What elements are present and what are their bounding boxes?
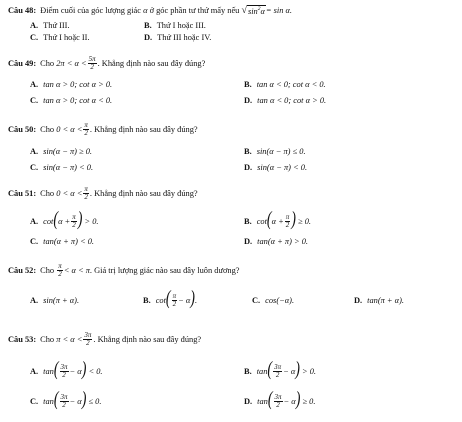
option-c[interactable]: C. sin(α − π) < 0.	[30, 162, 94, 172]
question-number: Câu 53:	[8, 334, 37, 344]
question-50: Câu 50: Cho 0 < α < $\frac{\pi}{2}$ . Khẳng định nào sau đây đúng?	[8, 120, 198, 137]
option-b[interactable]: B. sin(α − π) ≤ 0.	[244, 146, 306, 156]
question-condition: = sin α.	[265, 6, 293, 15]
option-d[interactable]: D. tan(π + α).	[354, 295, 404, 305]
question-49: Câu 49: Cho 2π < α < $\frac{5\pi}{2}$ . Khẳng định nào sau đây đúng?	[8, 54, 206, 71]
question-text: Điểm cuối của góc lượng giác	[40, 6, 141, 15]
option-b[interactable]: B. cot ( α + $\frac{\pi}{2}$ ) ≥ 0.	[244, 209, 312, 231]
question-number: Câu 50:	[8, 124, 37, 134]
fraction: $\frac{\pi}{2}$	[84, 184, 88, 201]
option-a[interactable]: A. sin(π + α).	[30, 295, 80, 305]
question-48	[8, 4, 454, 17]
question-51: Câu 51: Cho 0 < α < $\frac{\pi}{2}$ . Khẳng định nào sau đây đúng?	[8, 184, 198, 201]
option-c[interactable]: C. tan(α + π) < 0.	[30, 236, 94, 246]
question-number: Câu 48:	[8, 6, 37, 15]
option-b[interactable]: B. cot ( $\frac{\pi}{2}$ − α ) .	[143, 288, 198, 310]
option-c[interactable]: C. cos(−α).	[252, 295, 295, 305]
option-b[interactable]: B. tan α < 0; cot α < 0.	[244, 79, 326, 89]
question-53: Câu 53: Cho π < α < $\frac{3\pi}{2}$ . Khẳng định nào sau đây đúng?	[8, 330, 202, 347]
alpha-symbol: α	[143, 6, 148, 15]
fraction: $\frac{\pi}{2}$	[58, 261, 62, 278]
option-a[interactable]: A. tan ( $\frac{3\pi}{2}$ − α ) < 0.	[30, 359, 103, 381]
question-text: ở góc phần tư thứ mấy nếu	[149, 6, 240, 15]
fraction: $\frac{3\pi}{2}$	[84, 330, 92, 347]
fraction: $\frac{\pi}{2}$	[84, 120, 88, 137]
option-a[interactable]: A. tan α > 0; cot α > 0.	[30, 79, 113, 89]
option-c[interactable]: C. tan α > 0; cot α < 0.	[30, 95, 113, 105]
option-a[interactable]: A. sin(α − π) ≥ 0.	[30, 146, 93, 156]
option-b[interactable]: B. Thứ I hoặc III.	[144, 20, 206, 30]
question-number: Câu 51:	[8, 188, 37, 198]
option-a[interactable]: A. cot ( α + $\frac{\pi}{2}$ ) > 0.	[30, 209, 99, 231]
option-d[interactable]: D. tan α < 0; cot α > 0.	[244, 95, 327, 105]
option-b[interactable]: B. tan ( $\frac{3\pi}{2}$ − α ) > 0.	[244, 359, 317, 381]
fraction: $\frac{5\pi}{2}$	[88, 54, 96, 71]
question-52: Câu 52: Cho $\frac{\pi}{2}$ < α < π . Giá trị lượng giác nào sau đây luôn dương?	[8, 261, 240, 278]
option-d[interactable]: D. tan ( $\frac{3\pi}{2}$ − α ) ≥ 0.	[244, 389, 316, 411]
option-c[interactable]: C. tan ( $\frac{3\pi}{2}$ − α ) ≤ 0.	[30, 389, 102, 411]
option-d[interactable]: D. tan(α + π) > 0.	[244, 236, 308, 246]
option-d[interactable]: D. Thứ III hoặc IV.	[144, 32, 212, 42]
option-a[interactable]: A. Thứ III.	[30, 20, 70, 30]
question-number: Câu 49:	[8, 58, 37, 68]
option-d[interactable]: D. sin(α − π) < 0.	[244, 162, 308, 172]
question-number: Câu 52:	[8, 265, 37, 275]
option-c[interactable]: C. Thứ I hoặc II.	[30, 32, 90, 42]
sqrt-expression: √ $\sin^2\alpha$	[241, 5, 265, 16]
